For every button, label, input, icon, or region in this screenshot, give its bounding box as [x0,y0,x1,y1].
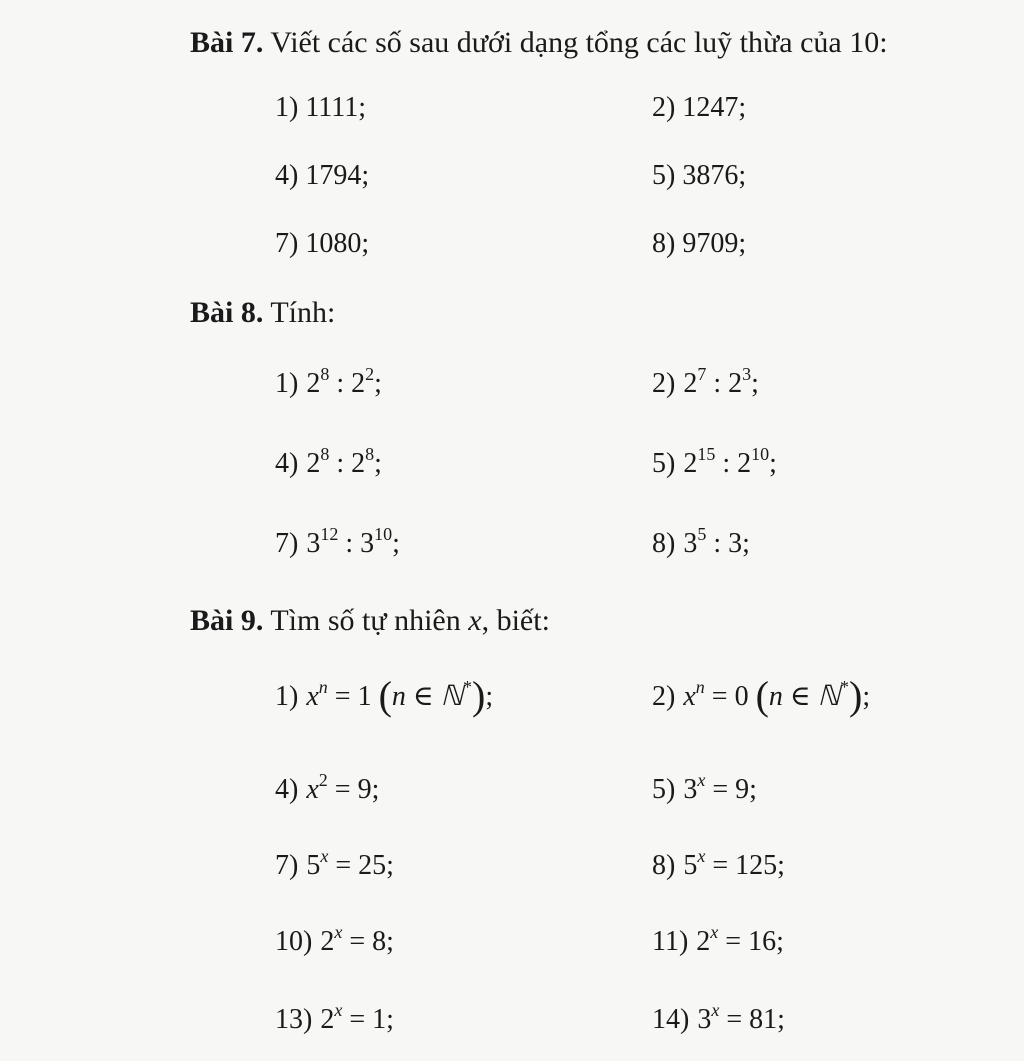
bai9-text: Tìm số tự nhiên [270,604,461,637]
bai9-item: 10) $2^x = 8$; [275,922,394,957]
bai7-item: 7) 1080; [275,228,370,259]
bai8-item: 2) $2^7$ : $2^3$; [652,364,759,399]
item-number: 13) [275,1004,313,1035]
item-number: 7) [275,528,299,559]
item-number: 8) [652,528,676,559]
bai9-text2: , biết: [481,604,550,637]
item-number: 2) [652,368,676,399]
item-number: 11) [652,926,689,957]
bai7-item: 5) 3876; [652,160,747,191]
bai7-item: 8) 9709; [652,228,747,259]
bai9-heading [190,604,550,638]
item-number: 10) [275,926,313,957]
bai8-item: 4) $2^8$ : $2^8$; [275,444,382,479]
bai7-item: 4) 1794; [275,160,370,191]
bai8-item: 1) $2^8$ : $2^2$; [275,364,382,399]
item-number: 2) [652,681,676,712]
bai7-item: 2) 1247; [652,92,747,123]
item-number: 14) [652,1004,690,1035]
bai9-item: 13) $2^x = 1$; [275,1000,394,1035]
item-number: 5) [652,774,676,805]
bai8-text: Tính: [270,296,336,329]
item-number: 8) [652,850,676,881]
item-number: 5) [652,448,676,479]
bai8-item: 5) $2^{15}$ : $2^{10}$; [652,444,777,479]
bai9-var: x [468,604,482,637]
bai8-label: Bài 8. [190,296,264,329]
item-number: 4) [275,774,299,805]
bai8-item: 7) $3^{12}$ : $3^{10}$; [275,524,400,559]
item-number: 1) [275,368,299,399]
item-number: 4) [275,448,299,479]
bai9-item: 7) $5^x = 25$; [275,846,394,881]
bai9-item: 5) $3^x = 9$; [652,770,757,805]
item-number: 1) [275,681,299,712]
bai7-heading [190,26,888,60]
bai9-item: 14) $3^x = 81$; [652,1000,785,1035]
bai9-label: Bài 9. [190,604,264,637]
bai9-item: 1) $x^n = 1$ (n ∈ ℕ*); [275,673,494,718]
bai8-item: 8) $3^5$ : 3; [652,524,750,559]
bai7-item: 1) 1111; [275,92,366,123]
bai9-item: 11) $2^x = 16$; [652,922,784,957]
bai9-item: 2) $x^n = 0$ (n ∈ ℕ*); [652,673,871,718]
bai8-heading [190,296,335,330]
bai7-label: Bài 7. [190,26,264,59]
bai9-item: 8) $5^x = 125$; [652,846,785,881]
bai9-item: 4) $x^2 = 9$; [275,770,380,805]
item-number: 7) [275,850,299,881]
bai7-text: Viết các số sau dưới dạng tổng các luỹ thừa của 10: [270,26,888,59]
